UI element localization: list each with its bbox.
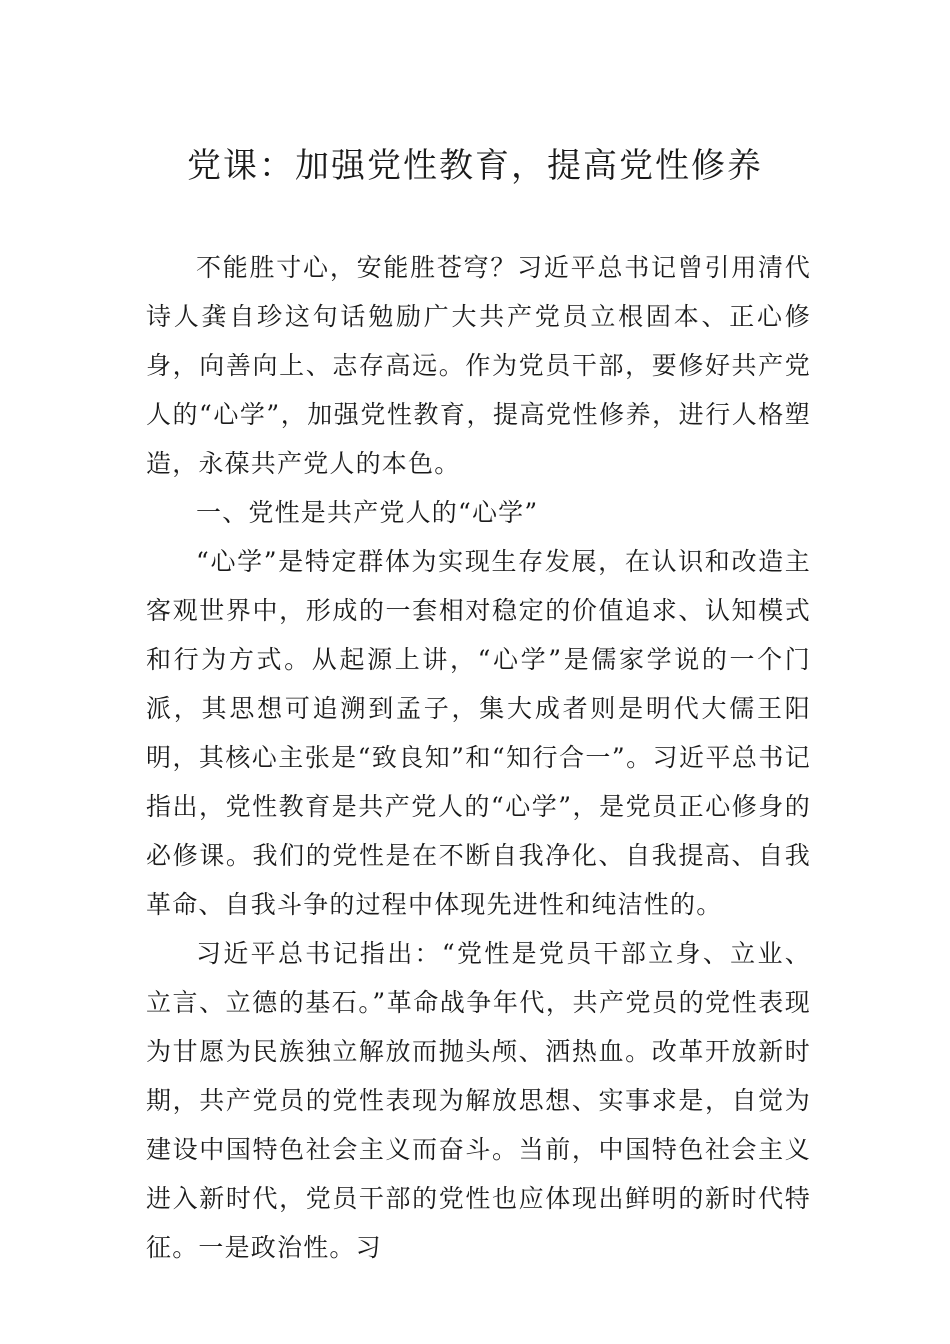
document-title: 党课：加强党性教育，提高党性修养: [187, 146, 763, 186]
paragraph-party-spirit: 习近平总书记指出：“党性是党员干部立身、立业、立言、立德的基石。”革命战争年代，共产党员的党性表现为甘愿为民族独立解放而抛头颅、洒热血。改革开放新时期，共产党员的党性表现为解放思想、实事求是，自觉为建设中国特色社会主义而奋斗。当前，中国特色社会主义进入新时代，党员干部的党性也应体现出鲜明的新时代特征。一是政治性。习: [146, 939, 811, 1262]
paragraph-intro: 不能胜寸心，安能胜苍穹？习近平总书记曾引用清代诗人龚自珍这句话勉励广大共产党员立根固本、正心修身，向善向上、志存高远。作为党员干部，要修好共产党人的“心学”，加强党性教育，提高党性修养，进行人格塑造，永葆共产党人的本色。: [146, 253, 811, 478]
paragraph-xinxue: “心学”是特定群体为实现生存发展，在认识和改造主客观世界中，形成的一套相对稳定的价值追求、认知模式和行为方式。从起源上讲，“心学”是儒家学说的一个门派，其思想可追溯到孟子，集大成者则是明代大儒王阳明，其核心主张是“致良知”和“知行合一”。习近平总书记指出，党性教育是共产党人的“心学”，是党员正心修身的必修课。我们的党性是在不断自我净化、自我提高、自我革命、自我斗争的过程中体现先进性和纯洁性的。: [146, 547, 811, 919]
section-heading: 一、党性是共产党人的“心学”: [196, 498, 539, 527]
document-body: [146, 243, 811, 1272]
